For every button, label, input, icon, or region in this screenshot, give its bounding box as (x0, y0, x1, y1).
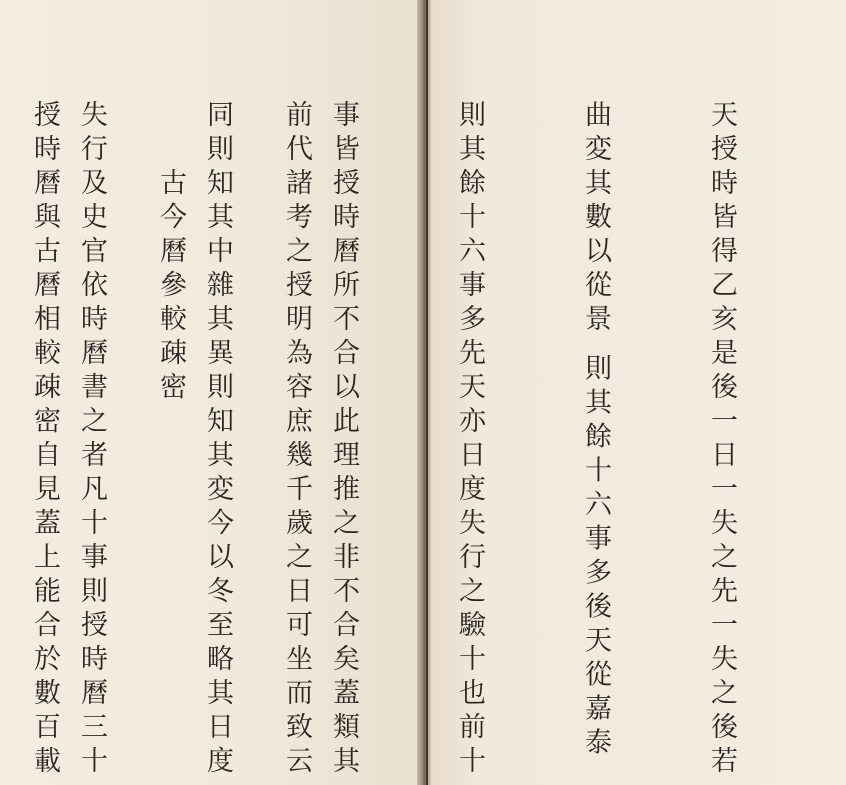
text-column: 天授時皆得乙亥是後一日一失之先一失之後若 (706, 100, 737, 780)
text-column: 授時曆與古曆相較疎密自見蓋上能合於數百載 (29, 100, 60, 780)
text-column: 事皆授時曆所不合以此理推之非不合矣蓋類其 (328, 100, 359, 780)
section-heading: 古今曆參較疎密 (155, 168, 186, 406)
text-column: 則其餘十六事多先天亦日度失行之驗十也前十 (454, 100, 485, 780)
right-page-text (0, 100, 826, 780)
text-column: 同則知其中雜其異則知其変今以冬至略其日度 (202, 100, 233, 780)
text-column: 前代諸考之授明為容庶幾千歲之日可坐而致云 (281, 100, 312, 780)
text-column: 失行及史官依時曆書之者凡十事則授時曆三十 (76, 100, 107, 780)
text-column: 曲変其數以從景 則其餘十六事多後天從嘉泰 (580, 100, 611, 762)
